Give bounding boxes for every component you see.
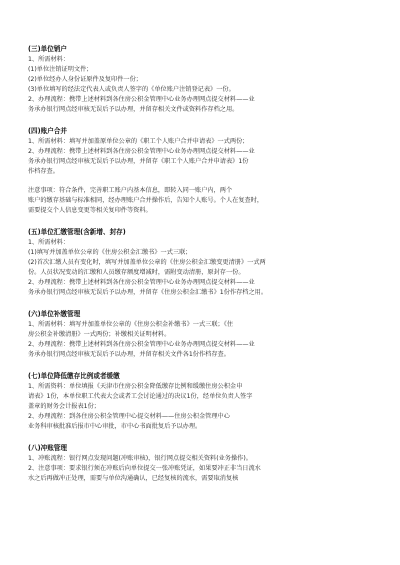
text-line: 1、冲账流程：银行网点发现问题(冲账审核)，银行网点提交相关资料(业务操作)。 <box>28 455 252 462</box>
text-line: 账户的缴存基础与标准相同，经办理账户合并操作后，告知个人账号。个人在复查时， <box>28 197 264 204</box>
section-reduce-rate-or-defer <box>28 371 378 432</box>
text-line: 2、办理流程：携带上述材料到各住房公积金管理中心业务办理网点提交材料——业 <box>28 96 255 103</box>
text-line: 请表》1份，本单位职工代表大会或者工会讨论通过的决议1份，经单位负责人签字 <box>28 393 253 400</box>
text-line: (1)填写并加盖单位公章的《住房公积金汇缴书》一式三联； <box>28 249 192 256</box>
text-line: 需要提交个人信息变更等相关复印件等资料。 <box>28 207 152 214</box>
text-line: 务承办银行网点经审核无误后予以办理，并留存《职工个人账户合并申请表》1份 <box>28 158 249 165</box>
text-line: 作档存查。 <box>28 168 59 175</box>
text-line: 1、所需材料： <box>28 239 70 246</box>
text-line: 1、所需资料：单位填报《天津市住房公积金降低缴存比例和缓缴住房公积金申 <box>28 383 243 390</box>
text-line: 2、注意事项：要求银行须在冲账后向单位提交一张冲账凭证，如果要冲正非当日流水 <box>28 465 261 472</box>
section-heading: (五)单位汇缴管理(含新增、封存) <box>28 228 126 236</box>
text-line: 务承办银行网点经审核无误后予以办理，并留存《住房公积金汇缴书》1份作存档之用。 <box>28 289 268 296</box>
text-line: 2、办理流程：携带上述材料到各住房公积金管理中心业务办理网点提交材料——业 <box>28 279 255 286</box>
text-line: 房公积金补缴清册》一式两份；补缴相关证明材料。 <box>28 331 171 338</box>
text-line: 2、办理流程：到各住房公积金管理中心提交材料——住房公积金管理中心 <box>28 413 230 420</box>
section-account-merge <box>28 126 378 216</box>
text-line: 1、所需材料：填写并加盖原单位公章的《职工个人账户合并申请表》一式两份； <box>28 138 249 145</box>
text-line: 1、所需材料： <box>28 56 70 63</box>
section-heading: (八)冲账管理 <box>28 444 67 452</box>
section-unit-remittance <box>28 227 378 298</box>
section-heading: (六)单位补缴管理 <box>28 310 81 318</box>
text-line: 务承办银行网点经审核无误后予以办理，并留存相关文件各1份作档存查。 <box>28 351 230 358</box>
text-line: 2、办理流程：携带上述材料到各住房公积金管理中心业务办理网点提交材料——业 <box>28 341 255 348</box>
text-line: (2)首次汇缴人员有变化时，填写并加盖单位公章的《住房公积金汇缴变更清册》一式两 <box>28 259 266 266</box>
section-unit-account-closure <box>28 44 378 115</box>
text-line: 水之后再做冲正处理，需要与单位沟通确认，已经复核的流水，需要取消复核 <box>28 475 239 482</box>
section-heading: (三)单位销户 <box>28 45 67 53</box>
text-line: 2、办理流程：携带上述材料到各住房公积金管理中心业务办理网点提交材料——业 <box>28 148 255 155</box>
text-line: 注意事项：符合条件，完善职工账户内基本信息，即转入同一账户内，两个 <box>28 187 233 194</box>
notes-paragraph <box>28 186 378 216</box>
text-line: (3)单位填写的经法定代表人或负责人签字的《单位账户注销登记表》一份。 <box>28 86 235 93</box>
text-line: 盖章的财务会计报表1份； <box>28 403 100 410</box>
text-line: (1)单位注销证明文件； <box>28 66 93 73</box>
text-line: (2)单位经办人身份证原件及复印件一份； <box>28 76 142 83</box>
section-heading: (四)账户合并 <box>28 127 67 135</box>
text-line: 业务科审核批准后报市中心审批，市中心书面批复后予以办理。 <box>28 423 202 430</box>
text-line: 务承办银行网点经审核无误后予以办理，并留存相关文件或资料作存档之用。 <box>28 106 239 113</box>
text-line: 1、所需材料：填写并加盖单位公章的《住房公积金补缴书》一式三联；《住 <box>28 321 234 328</box>
section-unit-supplementary-payment <box>28 309 378 360</box>
section-reversal-management <box>28 443 378 484</box>
section-heading: (七)单位降低缴存比例或者缓缴 <box>28 372 120 380</box>
text-line: 份。人员状况变动的汇缴和人员缴存额度增减时，需附变动清册，原封存一份。 <box>28 269 245 276</box>
